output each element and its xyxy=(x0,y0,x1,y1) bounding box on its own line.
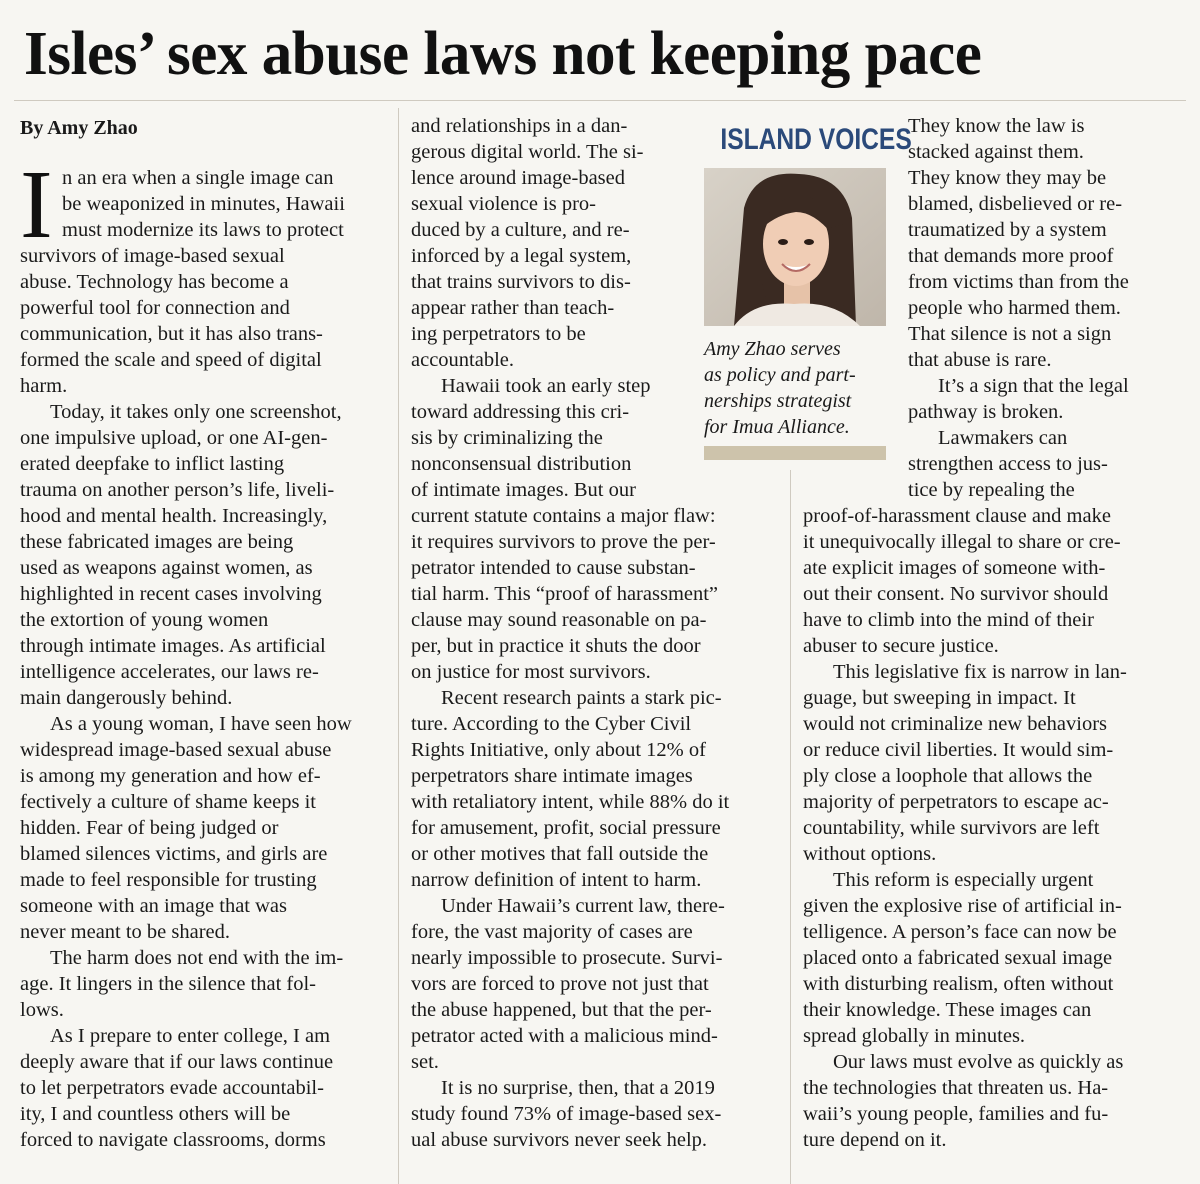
article-line: clause may sound reasonable on pa- xyxy=(411,609,707,631)
article-line: nearly impossible to prosecute. Survi- xyxy=(411,947,723,969)
article-line: petrator acted with a malicious mind- xyxy=(411,1025,718,1047)
article-line: Our laws must evolve as quickly as xyxy=(833,1051,1124,1073)
article-line: guage, but sweeping in impact. It xyxy=(803,687,1076,709)
caption-line: for Imua Alliance. xyxy=(704,416,850,438)
article-line: abuser to secure justice. xyxy=(803,635,999,657)
article-line: fore, the vast majority of cases are xyxy=(411,921,693,943)
article-line: toward addressing this cri- xyxy=(411,401,630,423)
article-line: from victims than from the xyxy=(908,271,1129,293)
article-line: with retaliatory intent, while 88% do it xyxy=(411,791,730,813)
article-line: someone with an image that was xyxy=(20,895,288,917)
article-column-3-bottom xyxy=(803,503,1183,1153)
caption-line: nerships strategist xyxy=(704,390,852,412)
article-line: set. xyxy=(411,1051,439,1073)
article-line: blamed silences victims, and girls are xyxy=(20,843,328,865)
article-line: traumatized by a system xyxy=(908,219,1107,241)
article-line: with disturbing realism, often without xyxy=(803,973,1114,995)
article-line: spread globally in minutes. xyxy=(803,1025,1026,1047)
article-line: petrator intended to cause substan- xyxy=(411,557,696,579)
article-line: abuse. Technology has become a xyxy=(20,271,289,293)
article-line: never meant to be shared. xyxy=(20,921,231,943)
article-line: the abuse happened, but that the per- xyxy=(411,999,712,1021)
article-line: that abuse is rare. xyxy=(908,349,1052,371)
article-line: Hawaii took an early step xyxy=(441,375,651,397)
drop-cap: I xyxy=(20,151,53,259)
article-line: inforced by a legal system, xyxy=(411,245,632,267)
article-line: waii’s young people, families and fu- xyxy=(803,1103,1109,1125)
article-line: sexual violence is pro- xyxy=(411,193,597,215)
article-line: for amusement, profit, social pressure xyxy=(411,817,721,839)
article-line: of intimate images. But our xyxy=(411,479,636,501)
article-line: It’s a sign that the legal xyxy=(938,375,1129,397)
article-line: duced by a culture, and re- xyxy=(411,219,630,241)
article-column-1 xyxy=(20,151,390,1153)
article-line: gerous digital world. The si- xyxy=(411,141,644,163)
article-line: This reform is especially urgent xyxy=(833,869,1094,891)
article-line: it unequivocally illegal to share or cre- xyxy=(803,531,1121,553)
article-line: must modernize its laws to protect xyxy=(62,219,344,241)
article-line: main dangerously behind. xyxy=(20,687,233,709)
sidebar-bar xyxy=(704,446,886,460)
article-line: out their consent. No survivor should xyxy=(803,583,1109,605)
caption-line: as policy and part- xyxy=(704,364,856,386)
article-line: They know they may be xyxy=(908,167,1107,189)
article-line: pathway is broken. xyxy=(908,401,1064,423)
article-line: Recent research paints a stark pic- xyxy=(441,687,722,709)
article-line: tice by repealing the xyxy=(908,479,1075,501)
article-line: and relationships in a dan- xyxy=(411,115,628,137)
article-line: per, but in practice it shuts the door xyxy=(411,635,701,657)
article-column-2-bottom xyxy=(411,503,783,1153)
article-line: without options. xyxy=(803,843,937,865)
article-line: vors are forced to prove not just that xyxy=(411,973,709,995)
article-line: nonconsensual distribution xyxy=(411,453,632,475)
headline: Isles’ sex abuse laws not keeping pace xyxy=(24,20,982,88)
article-line: sis by criminalizing the xyxy=(411,427,603,449)
article-line: or other motives that fall outside the xyxy=(411,843,709,865)
caption-line: Amy Zhao serves xyxy=(704,338,841,360)
article-line: people who harmed them. xyxy=(908,297,1121,319)
article-line: or reduce civil liberties. It would sim- xyxy=(803,739,1114,761)
article-column-3-top xyxy=(908,113,1188,503)
article-line: communication, but it has also trans- xyxy=(20,323,323,345)
article-line: ture. According to the Cyber Civil xyxy=(411,713,692,735)
article-line: The harm does not end with the im- xyxy=(50,947,344,969)
article-line: intelligence accelerates, our laws re- xyxy=(20,661,319,683)
article-line: on justice for most survivors. xyxy=(411,661,651,683)
article-line: given the explosive rise of artificial in- xyxy=(803,895,1122,917)
headline-rule xyxy=(14,100,1186,101)
article-line: forced to navigate classrooms, dorms xyxy=(20,1129,326,1151)
article-line: hidden. Fear of being judged or xyxy=(20,817,279,839)
article-line: study found 73% of image-based sex- xyxy=(411,1103,722,1125)
article-line: It is no surprise, then, that a 2019 xyxy=(441,1077,715,1099)
article-line: tial harm. This “proof of harassment” xyxy=(411,583,719,605)
author-photo xyxy=(704,168,886,326)
article-line: stacked against them. xyxy=(908,141,1084,163)
article-line: ity, I and countless others will be xyxy=(20,1103,291,1125)
article-line: erated deepfake to inflict lasting xyxy=(20,453,285,475)
article-line: Lawmakers can xyxy=(938,427,1068,449)
article-line: made to feel responsible for trusting xyxy=(20,869,317,891)
article-line: would not criminalize new behaviors xyxy=(803,713,1107,735)
article-line: n an era when a single image can xyxy=(62,167,334,189)
article-line: survivors of image-based sexual xyxy=(20,245,285,267)
article-line: lows. xyxy=(20,999,64,1021)
article-line: through intimate images. As artificial xyxy=(20,635,326,657)
article-line: Today, it takes only one screenshot, xyxy=(50,401,342,423)
article-line: their knowledge. These images can xyxy=(803,999,1092,1021)
article-line: fectively a culture of shame keeps it xyxy=(20,791,316,813)
article-line: ture depend on it. xyxy=(803,1129,947,1151)
article-line: that trains survivors to dis- xyxy=(411,271,631,293)
article-line: age. It lingers in the silence that fol- xyxy=(20,973,317,995)
article-line: widespread image-based sexual abuse xyxy=(20,739,332,761)
article-line: perpetrators share intimate images xyxy=(411,765,693,787)
article-line: They know the law is xyxy=(908,115,1085,137)
author-caption xyxy=(704,336,886,440)
byline: By Amy Zhao xyxy=(20,117,138,139)
article-line: highlighted in recent cases involving xyxy=(20,583,322,605)
article-line: deeply aware that if our laws continue xyxy=(20,1051,334,1073)
article-line: countability, while survivors are left xyxy=(803,817,1100,839)
article-line: is among my generation and how ef- xyxy=(20,765,321,787)
article-line: formed the scale and speed of digital xyxy=(20,349,322,371)
article-line: As a young woman, I have seen how xyxy=(50,713,352,735)
article-line: the technologies that threaten us. Ha- xyxy=(803,1077,1109,1099)
article-line: hood and mental health. Increasingly, xyxy=(20,505,328,527)
article-line: ply close a loophole that allows the xyxy=(803,765,1093,787)
article-line: placed onto a fabricated sexual image xyxy=(803,947,1113,969)
article-line: That silence is not a sign xyxy=(908,323,1112,345)
column-divider xyxy=(790,470,791,1184)
article-column-2-top xyxy=(411,113,691,503)
article-line: Rights Initiative, only about 12% of xyxy=(411,739,706,761)
article-line: it requires survivors to prove the per- xyxy=(411,531,716,553)
article-line: to let perpetrators evade accountabil- xyxy=(20,1077,324,1099)
article-line: narrow definition of intent to harm. xyxy=(411,869,702,891)
article-line: used as weapons against women, as xyxy=(20,557,313,579)
article-line: majority of perpetrators to escape ac- xyxy=(803,791,1109,813)
article-line: lence around image-based xyxy=(411,167,626,189)
article-line: that demands more proof xyxy=(908,245,1114,267)
article-line: appear rather than teach- xyxy=(411,297,615,319)
article-line: the extortion of young women xyxy=(20,609,269,631)
article-line: proof-of-harassment clause and make xyxy=(803,505,1111,527)
article-line: This legislative fix is narrow in lan- xyxy=(833,661,1127,683)
article-line: these fabricated images are being xyxy=(20,531,294,553)
article-line: accountable. xyxy=(411,349,515,371)
article-line: ate explicit images of someone with- xyxy=(803,557,1106,579)
article-line: trauma on another person’s life, liveli- xyxy=(20,479,335,501)
article-line: strengthen access to jus- xyxy=(908,453,1108,475)
island-voices-title: ISLAND VOICES xyxy=(720,123,912,156)
article-line: blamed, disbelieved or re- xyxy=(908,193,1123,215)
article-line: ing perpetrators to be xyxy=(411,323,586,345)
article-line: ual abuse survivors never seek help. xyxy=(411,1129,708,1151)
article-line: Under Hawaii’s current law, there- xyxy=(441,895,725,917)
article-line: As I prepare to enter college, I am xyxy=(50,1025,331,1047)
column-divider xyxy=(398,108,399,1184)
article-line: current statute contains a major flaw: xyxy=(411,505,716,527)
article-line: powerful tool for connection and xyxy=(20,297,290,319)
article-line: be weaponized in minutes, Hawaii xyxy=(62,193,345,215)
article-line: telligence. A person’s face can now be xyxy=(803,921,1117,943)
article-line: one impulsive upload, or one AI-gen- xyxy=(20,427,328,449)
article-line: harm. xyxy=(20,375,68,397)
article-line: have to climb into the mind of their xyxy=(803,609,1094,631)
